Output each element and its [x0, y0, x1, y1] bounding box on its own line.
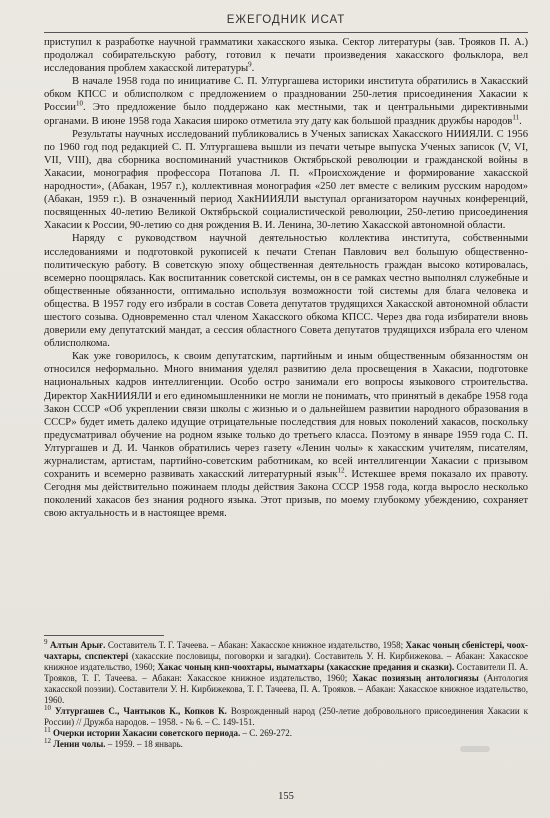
footnote-text: Составитель Т. Г. Тачеева. – Абакан: Хакасское книжное издательство, 1958; — [105, 640, 406, 650]
paragraph-1-end: . — [251, 63, 255, 75]
header-rule — [44, 32, 528, 33]
paragraph-5-text-b: . Истекшее время показало их правоту. Сегодня мы действительно пожинаем плоды действия Закона СССР 1958 года, когда выросло несколько поколений хакасов без знания родного языка. Этот призыв, по моему глубокому убеждению, сохраняет свою актуальность и в настоящее время. — [44, 469, 528, 520]
footnote-title: Очерки истории Хакасии советского периода. — [53, 728, 241, 738]
footnote-text: – С. 269-272. — [240, 728, 292, 738]
footnote-text: Составители П. А. Трояков, Т. Г. Тачеева. – Абакан: Хакасское книжное издательство, 1960; — [44, 662, 528, 683]
footnote-text: – 1959. – 18 январь. — [105, 739, 183, 749]
footnote-9 — [44, 640, 528, 706]
footnote-ref-9: 9 — [248, 60, 252, 69]
footnote-title: Хакас чоның кип-чоохтары, ныматхары (хакасские предания и сказки). — [157, 662, 455, 672]
paragraph-3: Результаты научных исследований публиковались в Ученых записках Хакасского НИИЯЛИ. С 1956 по 1960 год под редакцией С. П. Ултургашева вышли из печати четыре выпуска Ученых записок (V, VI, VII, VIII), два сборника воспоминаний участников Октябрьской революции и гражданской войны в Хакасии, монография профессора Потапова Л. П. «Происхождение и формирование хакасской народности», (Абакан, 1957 г.), коллективная монография «250 лет вместе с великим русским народом» (Абакан, 1959 г.). В означенный период ХакНИИЯЛИ выступал организатором научных конференций, посвященных 40-летию Великой Октябрьской социалистической революции, 250-летию присоединения Хакасии к России, 90-летию со дня рождения В. И. Ленина, 30-летию Хакасской автономной области. — [44, 128, 528, 232]
main-text — [44, 36, 528, 520]
footnote-number: 11 — [44, 726, 51, 734]
footnote-10 — [44, 706, 528, 728]
footnote-title: Ултургашев С., Чантыков К., Копков К. — [54, 706, 227, 716]
paragraph-4: Наряду с руководством научной деятельностью коллектива института, собственными исследованиями и подготовкой рукописей к печати Степан Павлович вел большую общественно-политическую работу. В советскую эпоху общественная деятельность граждан высоко котировалась, всемерно поощрялась. Как воспитанник советской системы, он в се рамках честно выполнял служебные и общественные обязанности, оптимально используя возможности той системы для блага человека и общества. В 1957 году его избрали в состав Совета депутатов трудящихся Хакасской автономной области шестого созыва. Одновременно стал членом Хакасского обкома КПСС. Через два года избиратели вновь доверили ему депутатский мандат, а сессия областного Совета депутатов трудящихся избрала его членом облисполкома. — [44, 233, 528, 350]
footnote-12 — [44, 739, 528, 750]
footnote-number: 9 — [44, 638, 48, 646]
footnote-ref-10: 10 — [75, 99, 83, 108]
footnotes — [44, 640, 528, 750]
paragraph-1-text: приступил к разработке научной грамматики хакасского языка. Сектор литературы (зав. Трояков П. А.) продолжал собирательскую работу, готовил к печати произведения хакасского фольклора, вел исследования проблем хакасской литературы — [44, 37, 528, 75]
page-number: 155 — [278, 791, 294, 802]
footnote-rule — [44, 635, 164, 636]
paragraph-5 — [44, 350, 528, 520]
paragraph-1 — [44, 36, 528, 75]
footnote-number: 10 — [44, 704, 51, 712]
footnote-title: Хакас чоның сбеністері, чоох-чахтары, спспектері — [44, 640, 529, 661]
footnote-text: (Антология хакасской поэзии). Составители У. Н. Кирбижекова, Т. Г. Тачеева, П. А. Трояков. – Абакан: Хакасское книжное издательство, 1960. — [44, 673, 528, 705]
footnote-title: Хакас позиязың антологиязы — [352, 673, 479, 683]
footnote-ref-11: 11 — [512, 113, 520, 122]
footnote-title: Ленин чолы. — [53, 739, 106, 749]
footnote-11 — [44, 728, 528, 739]
scan-smudge — [460, 746, 490, 752]
footnote-number: 12 — [44, 737, 51, 745]
footnote-text: Возрожденный народ (250-летие добровольного присоединения Хакасии к России) // Дружба народов. – 1958. - № 6. – С. 149-151. — [44, 706, 528, 727]
paragraph-2-end: . — [519, 115, 522, 127]
footnote-text: (хакасские пословицы, поговорки и загадки). Составитель У. Н. Кирбижекова. – Абакан: Хакасское книжное издательство, 1960; — [44, 651, 528, 672]
paragraph-2-text-b: . Это предложение было поддержано как местными, так и центральными директивными органами. В июне 1958 года Хакасия широко отметила эту дату как большой праздник дружбы народов — [44, 102, 528, 127]
paragraph-2-text-a: В начале 1958 года по инициативе С. П. Ултургашева историки института обратились в Хакасский обком КПСС и облисполком с предложением о праздновании 250-летия присоединения Хакасии к России — [44, 76, 528, 114]
paragraph-5-text-a: Как уже говорилось, к своим депутатским, партийным и иным общественным обязанностям он относился неформально. Много внимания уделял развитию дела просвещения в Хакасии, подготовке национальных кадров интеллигенции. Особо остро занимали его вопросы языкового строительства. Директор ХакНИИЯЛИ и его единомышленники не могли не понимать, что принятый в декабре 1958 года Закон СССР «Об укреплении связи школы с жизнью и о дальнейшем развитии народного образования в СССР» будет иметь далеко идущие отрицательные последствия для новых поколений хакасов, поскольку предусматривал обучение на родном языке только до третьего класса. Поэтому в январе 1959 года С. П. Ултургашев и Д. И. Чанков обратились через газету «Ленин чолы» к хакасским учителям, писателям, журналистам, артистам, партийно-советским работникам, ко всей интеллигенции Хакасии с призывом сохранить и всемерно развивать хакасский литературный язык — [44, 351, 528, 481]
footnote-ref-12: 12 — [337, 466, 345, 475]
running-header: ЕЖЕГОДНИК ИСАТ — [226, 14, 346, 26]
footnote-title: Алтын Арығ. — [49, 640, 106, 650]
paragraph-2 — [44, 75, 528, 127]
